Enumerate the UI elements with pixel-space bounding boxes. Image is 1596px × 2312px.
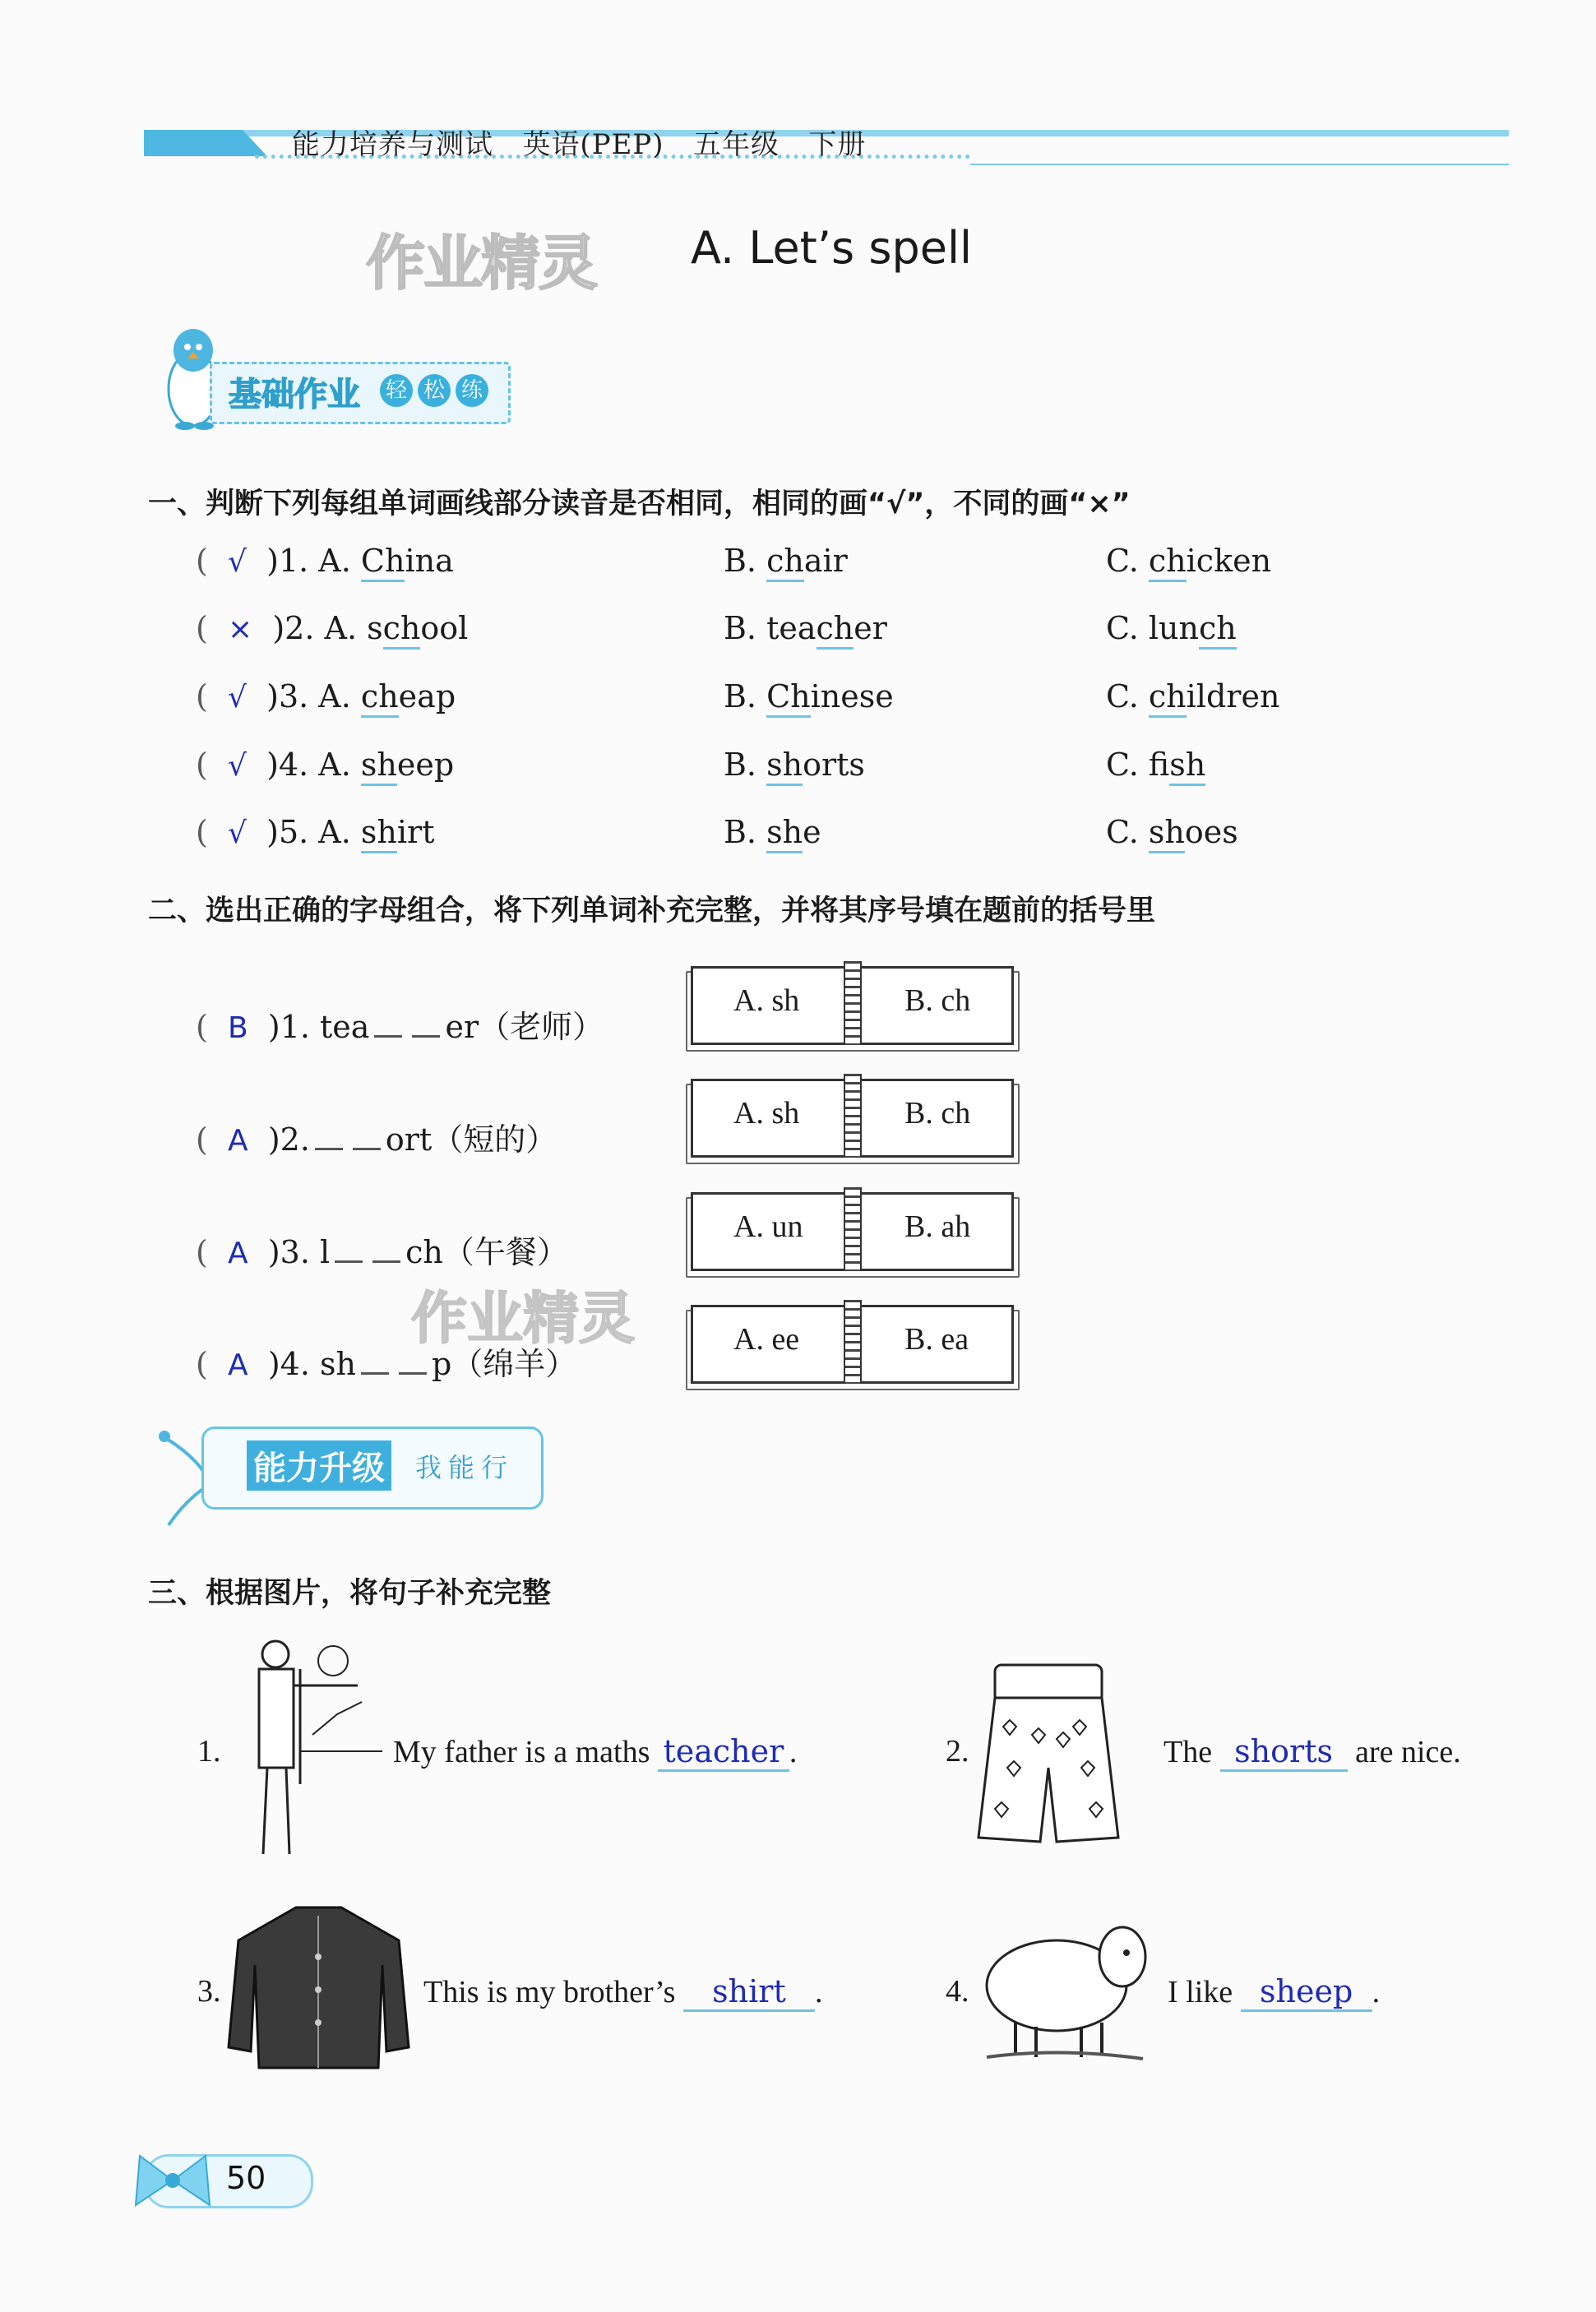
header-series: 能力培养与测试 [292, 128, 493, 161]
s3-after-1: . [789, 1735, 798, 1769]
book-3-option-b: B. ah [904, 1209, 971, 1244]
s1-row-2: ( × )2. A. school [196, 610, 468, 646]
book-4-option-b: B. ea [904, 1322, 969, 1357]
s1-word-c-4: C. fish [1106, 747, 1205, 783]
s3-after-2: are nice. [1355, 1735, 1461, 1769]
s1-word-c-2: C. lunch [1106, 610, 1237, 646]
s1-word-c-5: C. shoes [1106, 814, 1238, 850]
badge-char-2: 松 [418, 374, 451, 407]
book-1-option-a: A. sh [733, 983, 800, 1018]
s1-answer-4: √ [228, 749, 247, 783]
s1-word-b-2: B. teacher [724, 610, 887, 646]
s1-word-a-4: sheep [361, 747, 454, 786]
s1-word-a-3: cheap [361, 678, 456, 718]
s2-suffix-3: ch（午餐） [405, 1234, 568, 1270]
s2-prefix-3: )3. l [267, 1234, 331, 1270]
s2-prefix-2: )2. [267, 1121, 310, 1158]
s2-answer-2: A [228, 1124, 248, 1158]
s3-sentence-4 [1168, 1973, 1380, 2012]
s1-num-5: )5. A. [266, 814, 351, 850]
s1-num-3: )3. A. [266, 678, 351, 714]
s3-answer-3: shirt [683, 1973, 815, 2012]
basic-homework-label: 基础作业 [229, 376, 360, 414]
s1-word-a-5: shirt [361, 814, 435, 853]
s1-word-a-1: China [361, 543, 454, 582]
badge-char-1: 轻 [380, 374, 413, 407]
s3-after-3: . [814, 1975, 823, 2009]
s1-word-a-2: school [367, 610, 468, 650]
s1-answer-5: √ [228, 816, 247, 850]
section-2-title: 二、选出正确的字母组合，将下列单词补充完整，并将其序号填在题前的括号里 [148, 895, 1156, 927]
option-book-3 [691, 1184, 1011, 1274]
s1-num-1: )1. A. [266, 543, 351, 579]
shirt-image [226, 1899, 411, 2072]
s3-answer-4: sheep [1241, 1973, 1372, 2012]
s1-word-c-3: C. children [1106, 678, 1279, 714]
s3-before-4: I like [1168, 1975, 1233, 2009]
page-title: A. Let’s spell [691, 222, 972, 274]
s1-num-2: )2. A. [272, 610, 358, 646]
header-rule [970, 164, 1509, 165]
s3-before-1: My father is a maths [393, 1735, 650, 1769]
s2-row-2: ( A )2. ort（短的） [196, 1121, 557, 1158]
option-book-4 [691, 1297, 1011, 1387]
s3-sentence-2 [1163, 1733, 1461, 1772]
option-book-1 [691, 958, 1011, 1048]
s1-num-4: )4. A. [266, 747, 351, 783]
s2-row-4: ( A )4. sh p（绵羊） [196, 1346, 577, 1382]
badge-char-3: 练 [456, 374, 488, 407]
s3-num-2: 2. [946, 1734, 969, 1769]
s2-answer-1: B [228, 1011, 248, 1045]
header-volume: 下册 [808, 128, 867, 161]
option-book-2 [691, 1070, 1011, 1161]
book-3-option-a: A. un [733, 1209, 803, 1244]
s3-after-4: . [1372, 1975, 1381, 2009]
ability-upgrade-label: 能力升级 [247, 1440, 391, 1491]
sheep-image [978, 1907, 1159, 2064]
header-grade: 五年级 [692, 128, 779, 161]
s2-suffix-1: er（老师） [445, 1009, 604, 1045]
section-1-title: 一、判断下列每组单词画线部分读音是否相同，相同的画“√”，不同的画“×” [148, 488, 1131, 520]
s1-word-b-5: B. she [724, 814, 821, 850]
s1-row-4: ( √ )4. A. sheep [196, 747, 454, 783]
watermark-2: 作业精灵 [411, 1287, 636, 1352]
watermark: 作业精灵 [366, 229, 597, 298]
book-2-option-b: B. ch [904, 1096, 971, 1131]
s3-sentence-3 [423, 1973, 822, 2012]
s1-word-c-1: C. chicken [1106, 543, 1271, 579]
s3-sentence-1 [393, 1733, 797, 1772]
s3-answer-1: teacher [658, 1733, 789, 1772]
s1-answer-1: √ [228, 545, 247, 579]
s2-row-3: ( A )3. l ch（午餐） [196, 1234, 568, 1270]
s3-before-2: The [1163, 1735, 1213, 1769]
s1-row-3: ( √ )3. A. cheap [196, 678, 456, 714]
book-1-option-b: B. ch [904, 983, 971, 1018]
s1-answer-3: √ [228, 681, 247, 714]
s1-word-b-4: B. shorts [724, 747, 865, 783]
s1-row-5: ( √ )5. A. shirt [196, 814, 434, 850]
header-subject: 英语(PEP) [522, 128, 664, 161]
s3-num-4: 4. [946, 1974, 969, 2009]
s2-prefix-4: )4. sh [267, 1346, 356, 1382]
s1-answer-2: × [228, 613, 253, 646]
s2-suffix-2: ort（短的） [385, 1121, 557, 1158]
s1-word-b-1: B. chair [724, 543, 848, 579]
book-2-option-a: A. sh [733, 1096, 800, 1131]
s2-answer-3: A [228, 1237, 248, 1270]
s3-before-3: This is my brother’s [423, 1975, 676, 2009]
s1-word-b-3: B. Chinese [724, 678, 894, 714]
s3-num-1: 1. [197, 1734, 221, 1769]
s3-answer-2: shorts [1220, 1733, 1348, 1772]
s1-row-1: ( √ )1. A. China [196, 543, 454, 579]
section-3-title: 三、根据图片，将句子补充完整 [148, 1577, 552, 1610]
teacher-image [230, 1636, 386, 1866]
running-header [292, 122, 866, 162]
book-4-option-a: A. ee [733, 1322, 800, 1357]
ability-upgrade-sub: 我能行 [415, 1452, 515, 1483]
page-number: 50 [226, 2160, 266, 2196]
s2-answer-4: A [228, 1348, 248, 1382]
s2-prefix-1: )1. tea [267, 1009, 370, 1045]
s3-num-3: 3. [197, 1974, 221, 2009]
s2-suffix-4: p（绵羊） [431, 1346, 577, 1382]
shorts-image [974, 1661, 1122, 1858]
s2-row-1: ( B )1. tea er（老师） [196, 1009, 604, 1045]
bow-icon [132, 2148, 214, 2213]
